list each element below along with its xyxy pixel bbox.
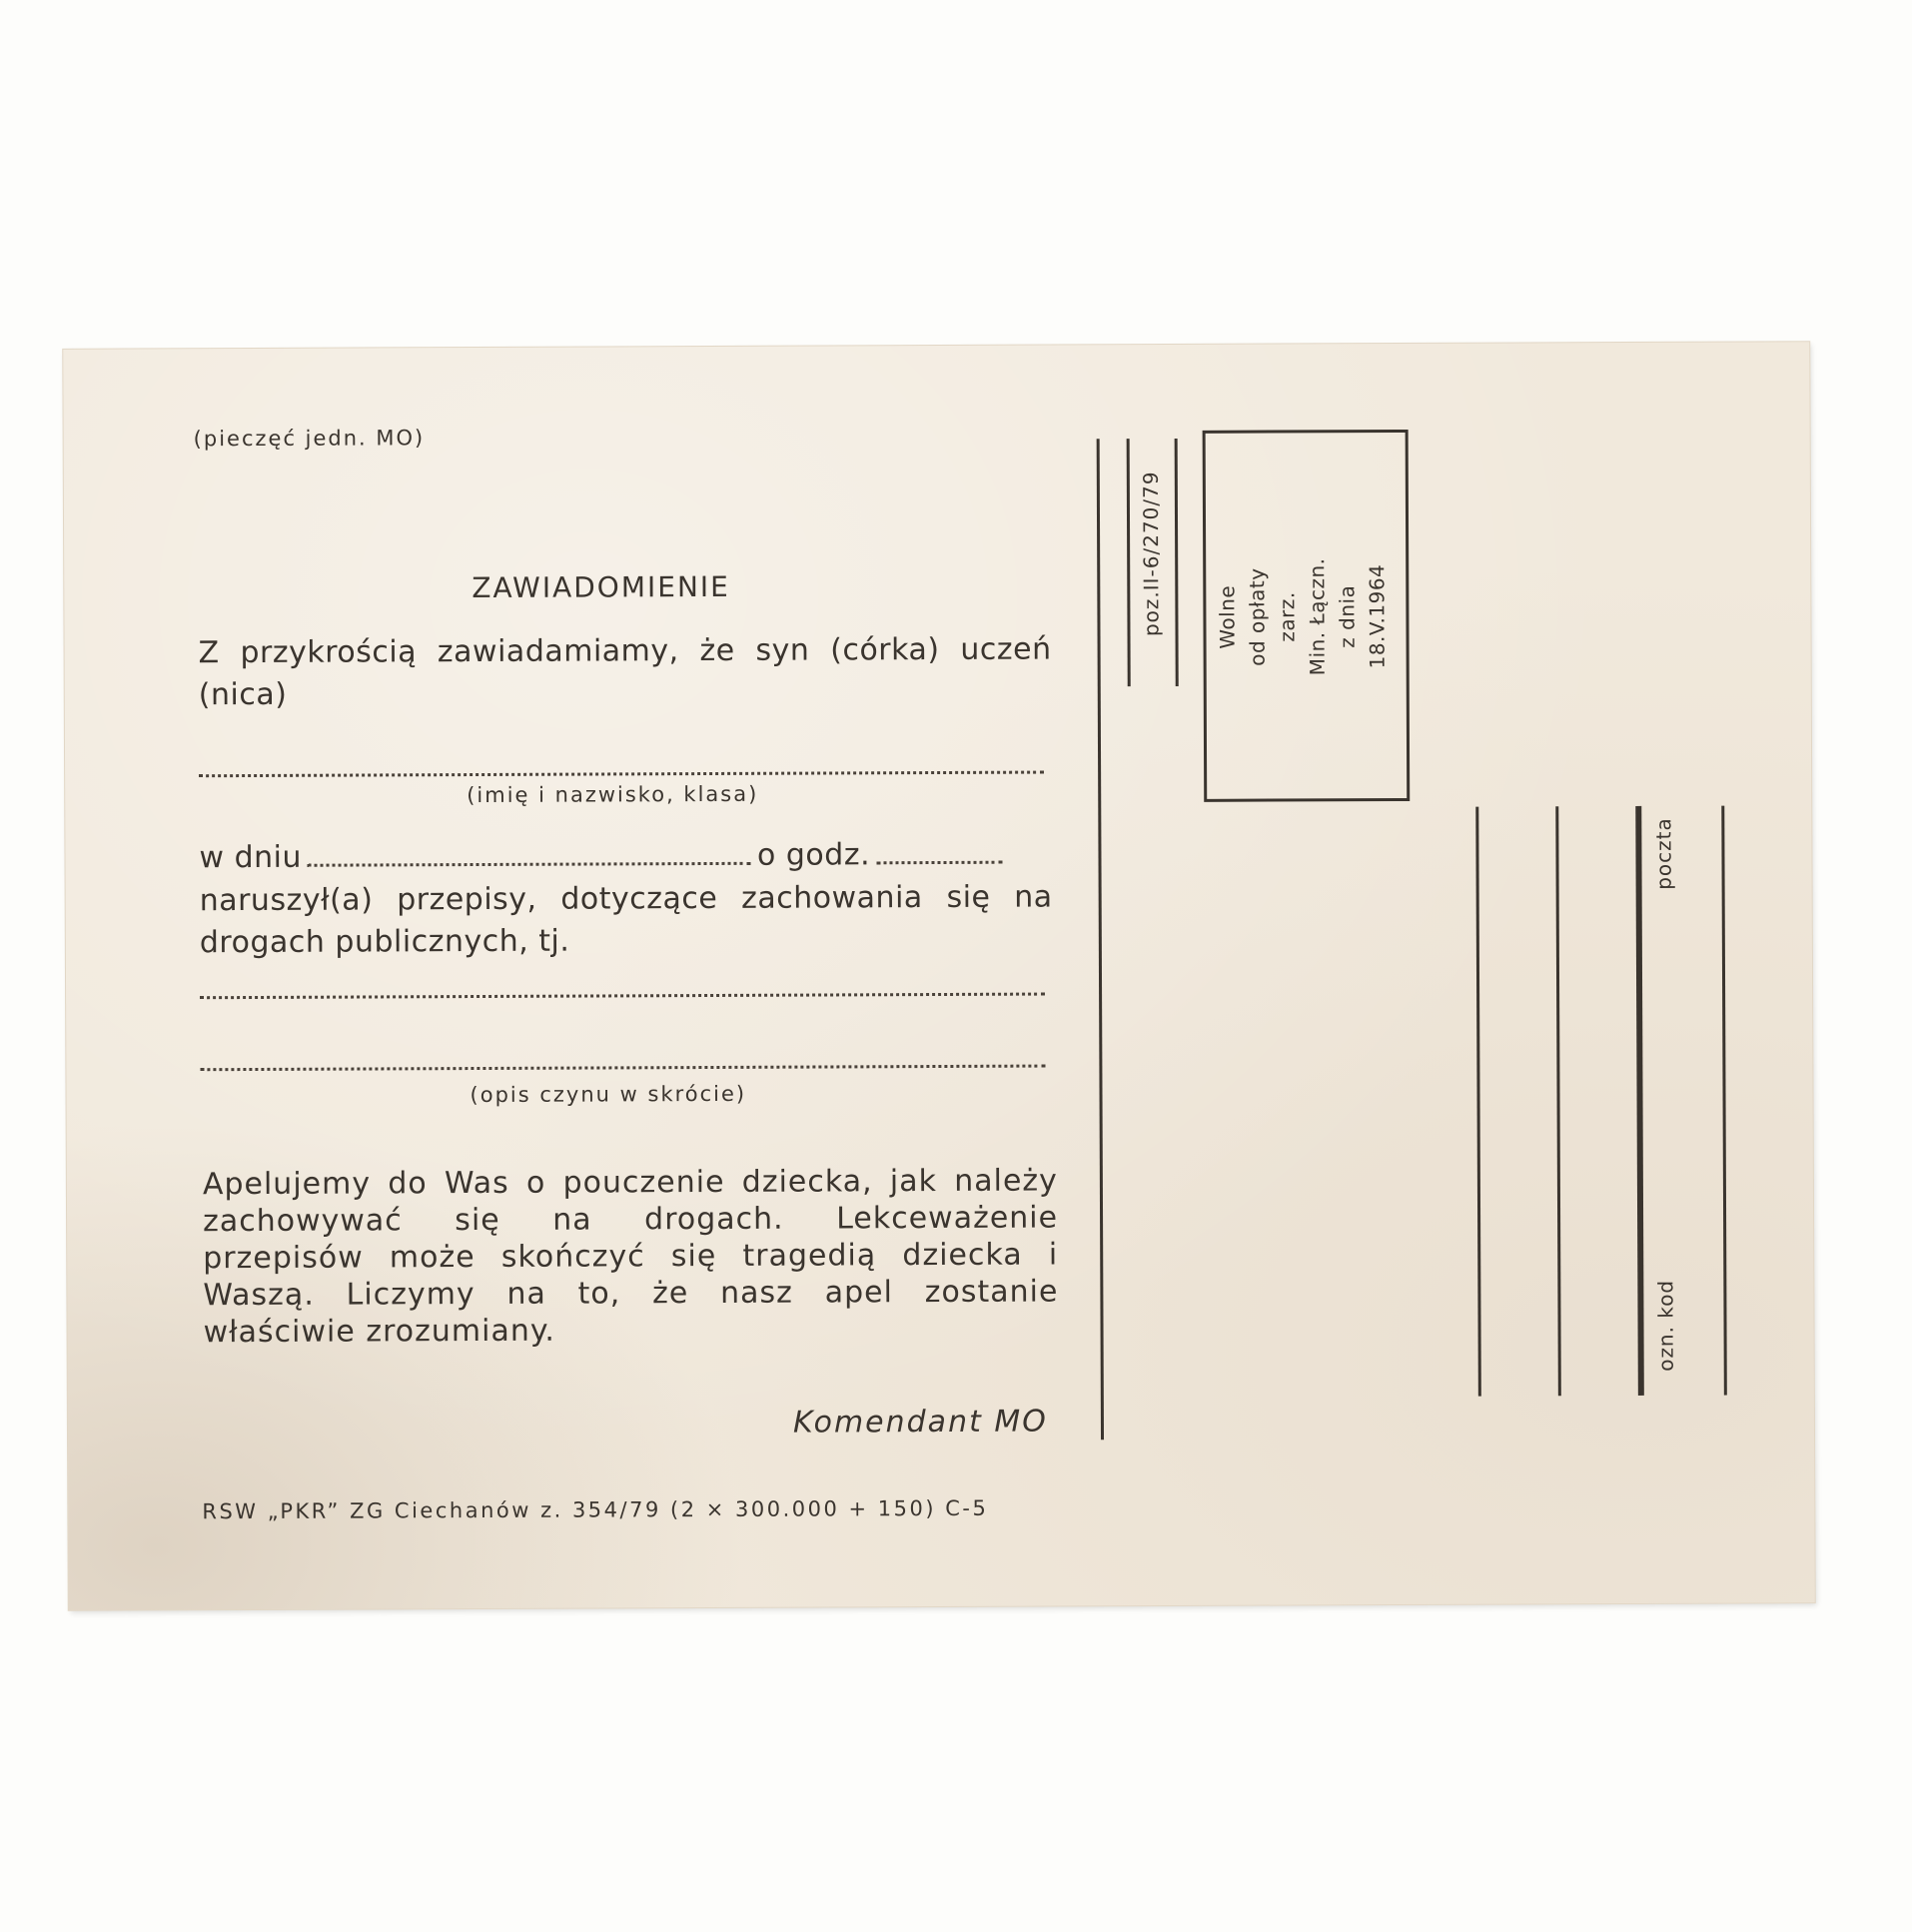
appeal-text: Apelujemy do Was o pouczenie dziecka, jak należy zachowywać się na drogach. Lekceważenie przepisów może skończyć się tragedią dziecka i Waszą. Liczymy na to, że nasz apel zostanie właściwie zrozumiany. <box>202 1163 1059 1351</box>
name-caption: (imię i nazwisko, klasa) <box>467 781 759 808</box>
address-line-1 <box>1475 807 1481 1397</box>
address-line-2 <box>1555 806 1561 1396</box>
postcard <box>63 342 1814 1610</box>
violation-text: naruszył(a) przepisy, dotyczące zachowania się na drogach publicznych, tj. <box>199 879 1053 961</box>
printer-note: RSW „PKR” ZG Ciechanów z. 354/79 (2 × 300.000 + 150) C-5 <box>202 1495 989 1524</box>
postage-box <box>1203 430 1411 802</box>
description-field-2[interactable] <box>200 1065 1045 1072</box>
time-field[interactable] <box>876 861 1002 865</box>
intro-text: Z przykrością zawiadamiamy, że syn (córka) uczeń (nica) <box>198 631 1052 713</box>
date-time-row <box>199 837 1052 876</box>
form-title: ZAWIADOMIENIE <box>472 569 730 605</box>
signature: Komendant MO <box>792 1404 1048 1441</box>
postal-code-label: ozn. kod <box>1653 1279 1678 1372</box>
date-field[interactable] <box>308 862 751 867</box>
stamp-label: (pieczęć jedn. MO) <box>193 426 426 452</box>
address-line-4 <box>1721 806 1727 1396</box>
time-label: o godz. <box>756 837 871 873</box>
date-label: w dniu <box>199 839 303 876</box>
post-office-label: poczta <box>1651 817 1676 890</box>
address-divider <box>1097 439 1104 1440</box>
description-field-1[interactable] <box>200 993 1045 1000</box>
address-line-3 <box>1635 806 1644 1396</box>
reference-line-left <box>1127 439 1131 686</box>
reference-line-right <box>1175 439 1179 686</box>
fee-exemption-text: Wolne od opłaty zarz. Min. Łączn. z dnia 18.V.1964 <box>1215 557 1390 676</box>
description-caption: (opis czynu w skrócie) <box>470 1081 747 1108</box>
reference-number: poz.II-6/270/79 <box>1138 471 1164 637</box>
name-field[interactable] <box>199 771 1044 778</box>
